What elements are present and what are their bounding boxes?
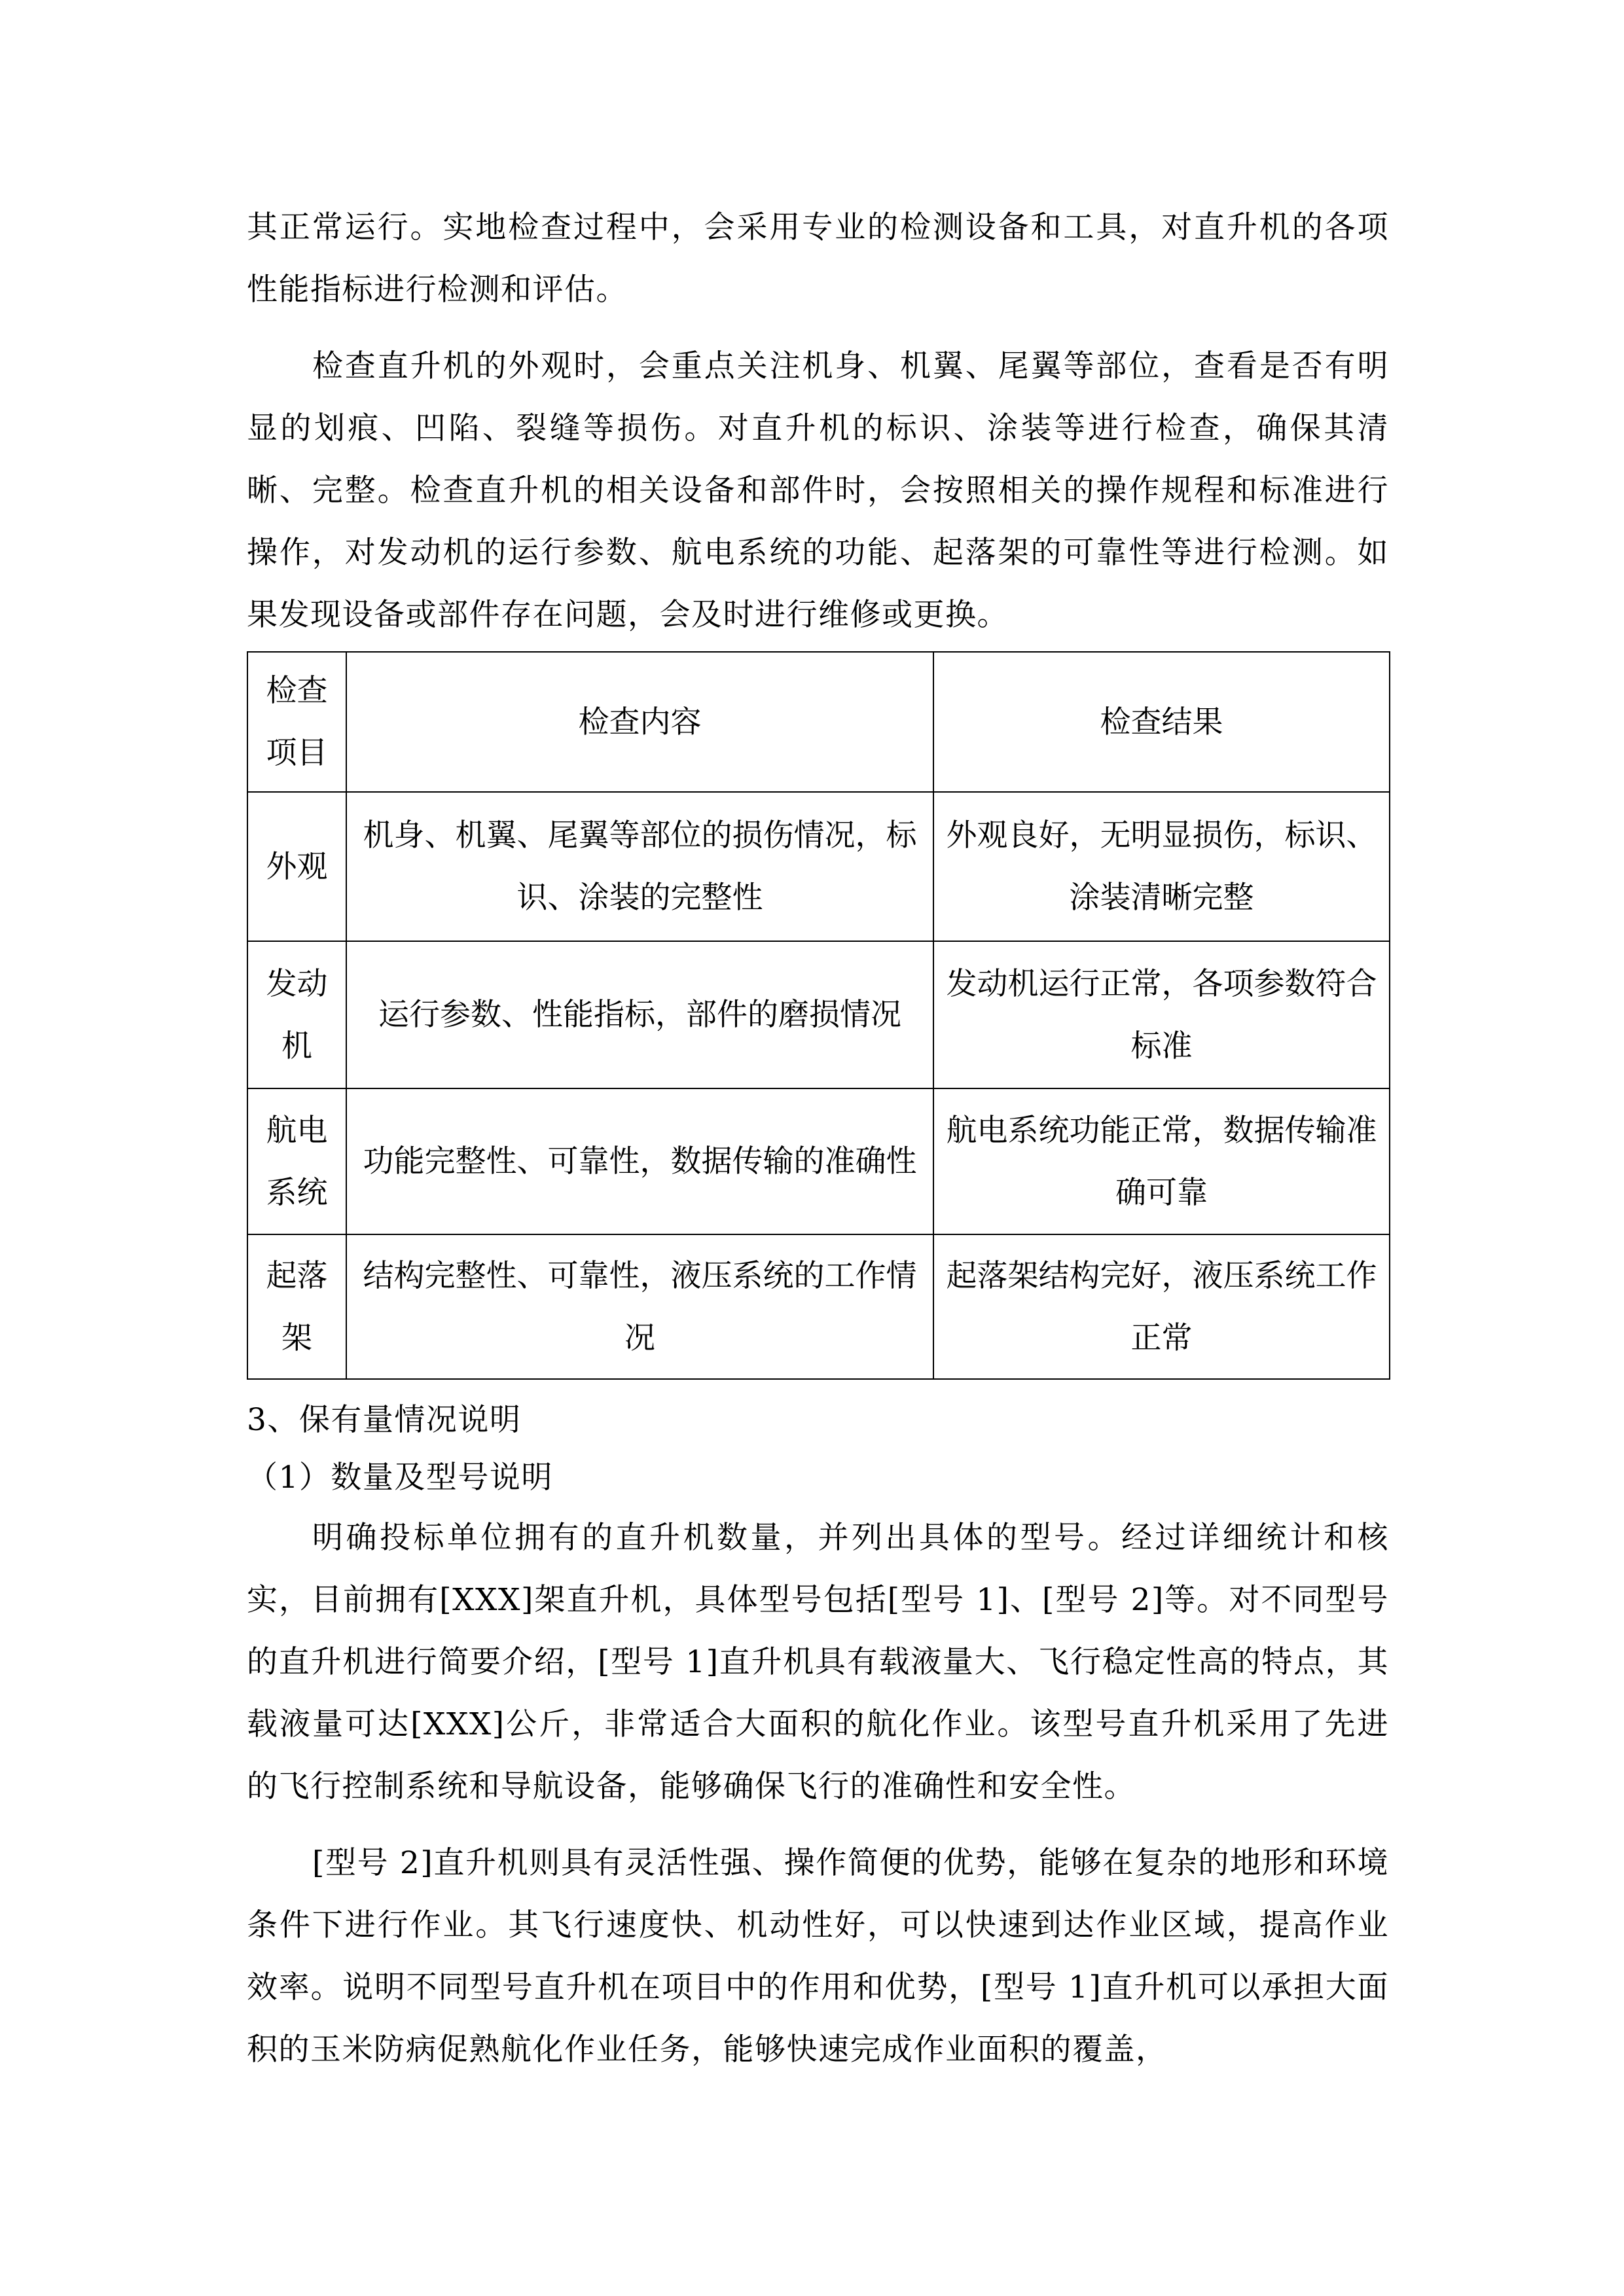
cell-item: 外观 (247, 792, 346, 941)
table-header-row (247, 652, 1390, 792)
cell-result: 起落架结构完好，液压系统工作正常 (933, 1234, 1390, 1379)
cell-result: 发动机运行正常，各项参数符合标准 (933, 941, 1390, 1088)
cell-content: 结构完整性、可靠性，液压系统的工作情况 (346, 1234, 933, 1379)
table-row (247, 792, 1390, 941)
header-cell-result: 检查结果 (933, 652, 1390, 792)
body-paragraph: 其正常运行。实地检查过程中，会采用专业的检测设备和工具，对直升机的各项性能指标进行检测和评估。 (247, 209, 1389, 308)
document-page (247, 196, 1389, 2081)
header-cell-content: 检查内容 (346, 652, 933, 792)
table-row (247, 1088, 1390, 1234)
cell-item: 航电系统 (247, 1088, 346, 1234)
cell-result: 航电系统功能正常，数据传输准确可靠 (933, 1088, 1390, 1234)
table-row (247, 941, 1390, 1088)
body-paragraph: 明确投标单位拥有的直升机数量，并列出具体的型号。经过详细统计和核实，目前拥有[XXX]架直升机，具体型号包括[型号 1]、[型号 2]等。对不同型号的直升机进行简要介绍，[型号 1]直升机具有载液量大、飞行稳定性高的特点，其载液量可达[XXX]公斤，非常适合大面积的航化作业。该型号直升机采用了先进的飞行控制系统和导航设备，能够确保飞行的准确性和安全性。 (247, 1520, 1389, 1804)
body-paragraph: 检查直升机的外观时，会重点关注机身、机翼、尾翼等部位，查看是否有明显的划痕、凹陷、裂缝等损伤。对直升机的标识、涂装等进行检查，确保其清晰、完整。检查直升机的相关设备和部件时，会按照相关的操作规程和标准进行操作，对发动机的运行参数、航电系统的功能、起落架的可靠性等进行检测。如果发现设备或部件存在问题，会及时进行维修或更换。 (247, 348, 1389, 633)
cell-content: 功能完整性、可靠性，数据传输的准确性 (346, 1088, 933, 1234)
cell-content: 机身、机翼、尾翼等部位的损伤情况，标识、涂装的完整性 (346, 792, 933, 941)
cell-item: 起落架 (247, 1234, 346, 1379)
cell-content: 运行参数、性能指标，部件的磨损情况 (346, 941, 933, 1088)
section-heading: 3、保有量情况说明 (247, 1402, 522, 1438)
cell-result: 外观良好，无明显损伤，标识、涂装清晰完整 (933, 792, 1390, 941)
inspection-table (247, 651, 1390, 1380)
header-cell-item: 检查项目 (247, 652, 346, 792)
cell-item: 发动机 (247, 941, 346, 1088)
subsection-heading: （1）数量及型号说明 (247, 1460, 553, 1496)
table-row (247, 1234, 1390, 1379)
body-paragraph: [型号 2]直升机则具有灵活性强、操作简便的优势，能够在复杂的地形和环境条件下进行作业。其飞行速度快、机动性好，可以快速到达作业区域，提高作业效率。说明不同型号直升机在项目中的作用和优势，[型号 1]直升机可以承担大面积的玉米防病促熟航化作业任务，能够快速完成作业面积的覆盖， (247, 1845, 1389, 2068)
